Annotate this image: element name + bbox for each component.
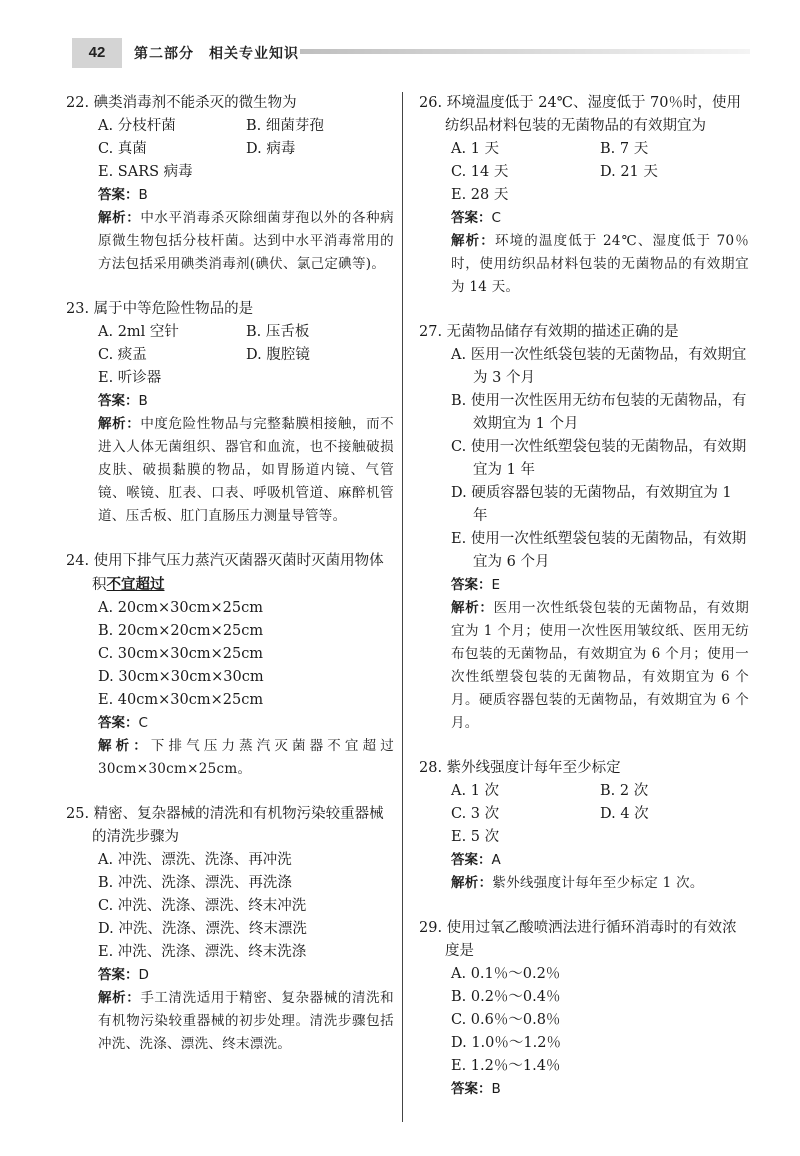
question-stem: 29. 使用过氧乙酸喷洒法进行循环消毒时的有效浓度是 xyxy=(419,920,737,959)
option-a: A. 1 天 xyxy=(451,141,500,157)
option-d: D. 4 次 xyxy=(600,806,649,822)
header-rule xyxy=(300,49,750,54)
answer-label: 答案： xyxy=(451,577,492,593)
option-a: A. 冲洗、漂洗、洗涤、再冲洗 xyxy=(98,852,292,868)
left-column xyxy=(66,92,394,1078)
options xyxy=(419,138,749,207)
page-number: 42 xyxy=(88,44,106,61)
analysis xyxy=(66,987,394,1056)
option-d: D. 1.0％～1.2％ xyxy=(451,1035,561,1051)
option-c: C. 3 次 xyxy=(451,806,500,822)
question-stem: 22. 碘类消毒剂不能杀灭的微生物为 xyxy=(66,95,297,111)
question-stem: 26. 环境温度低于 24℃、湿度低于 70％时，使用纺织品材料包装的无菌物品的有效期宜为 xyxy=(419,95,742,134)
answer-value: A xyxy=(491,852,501,868)
analysis-text: 中水平消毒杀灭除细菌芽孢以外的各种病原微生物包括分枝杆菌。达到中水平消毒常用的方法包括采用碘类消毒剂(碘伏、氯己定碘等)。 xyxy=(98,210,394,272)
option-b: B. 细菌芽孢 xyxy=(246,118,324,134)
answer-line xyxy=(66,390,394,413)
analysis-text: 中度危险性物品与完整黏膜相接触，而不进入人体无菌组织、器官和血流，也不接触破损皮肤、破损黏膜的物品，如胃肠道内镜、气管镜、喉镜、肛表、口表、呼吸机管道、麻醉机管道、压舌板、肛门直肠压力测量导管等。 xyxy=(98,416,394,524)
answer-value: B xyxy=(491,1081,501,1097)
analysis-label: 解析： xyxy=(451,600,494,616)
option-e: E. SARS 病毒 xyxy=(98,164,193,180)
options xyxy=(66,115,394,184)
question-stem: 27. 无菌物品储存有效期的描述正确的是 xyxy=(419,324,679,340)
analysis xyxy=(66,735,394,781)
option-b: B. 7 天 xyxy=(600,141,649,157)
analysis-text: 紫外线强度计每年至少标定 1 次。 xyxy=(492,875,704,891)
answer-label: 答案： xyxy=(98,393,139,409)
option-d: D. 病毒 xyxy=(246,141,296,157)
question-24 xyxy=(66,550,394,781)
option-c: C. 真菌 xyxy=(98,141,147,157)
option-e: E. 40cm×30cm×25cm xyxy=(98,692,264,708)
option-a: A. 2ml 空针 xyxy=(98,324,179,340)
analysis-label: 解析： xyxy=(98,210,141,226)
answer-value: C xyxy=(491,210,501,226)
answer-label: 答案： xyxy=(98,715,139,731)
question-25 xyxy=(66,803,394,1056)
answer-line xyxy=(419,849,749,872)
options xyxy=(419,963,749,1078)
question-stem: 23. 属于中等危险性物品的是 xyxy=(66,301,254,317)
option-a: A. 0.1％～0.2％ xyxy=(451,966,561,982)
answer-label: 答案： xyxy=(98,187,139,203)
option-b: B. 2 次 xyxy=(600,783,649,799)
column-divider xyxy=(402,92,403,1122)
right-column xyxy=(419,92,749,1123)
analysis-label: 解析： xyxy=(98,416,141,432)
question-stem xyxy=(66,550,394,597)
question-27 xyxy=(419,321,749,735)
question-29 xyxy=(419,917,749,1101)
option-e: E. 冲洗、洗涤、漂洗、终末洗涤 xyxy=(98,944,307,960)
answer-value: C xyxy=(138,715,148,731)
option-e: E. 5 次 xyxy=(451,829,500,845)
answer-line xyxy=(66,184,394,207)
analysis xyxy=(419,230,749,299)
option-e: E. 28 天 xyxy=(451,187,509,203)
stem-text: 24. 使用下排气压力蒸汽灭菌器灭菌时灭菌用物体积 xyxy=(66,553,384,593)
analysis xyxy=(419,872,749,895)
answer-line xyxy=(419,1078,749,1101)
option-b: B. 冲洗、洗涤、漂洗、再洗涤 xyxy=(98,875,292,891)
analysis xyxy=(419,597,749,735)
option-a: A. 医用一次性纸袋包装的无菌物品，有效期宜为 3 个月 xyxy=(451,347,747,386)
answer-line xyxy=(419,574,749,597)
option-b: B. 0.2％～0.4％ xyxy=(451,989,561,1005)
answer-label: 答案： xyxy=(451,210,492,226)
option-d: D. 30cm×30cm×30cm xyxy=(98,669,264,685)
answer-label: 答案： xyxy=(451,852,492,868)
analysis-label: 解析： xyxy=(451,875,493,891)
option-e: E. 听诊器 xyxy=(98,370,162,386)
option-e: E. 使用一次性纸塑袋包装的无菌物品，有效期宜为 6 个月 xyxy=(451,531,747,570)
option-e: E. 1.2％～1.4％ xyxy=(451,1058,561,1074)
option-a: A. 1 次 xyxy=(451,783,500,799)
option-c: C. 14 天 xyxy=(451,164,509,180)
analysis-label: 解析： xyxy=(98,738,151,754)
options xyxy=(419,344,749,574)
option-a: A. 20cm×30cm×25cm xyxy=(98,600,263,616)
question-23 xyxy=(66,298,394,528)
answer-line xyxy=(66,712,394,735)
analysis-text: 手工清洗适用于精密、复杂器械的清洗和有机物污染较重器械的初步处理。清洗步骤包括冲洗、洗涤、漂洗、终末漂洗。 xyxy=(98,990,394,1052)
question-28 xyxy=(419,757,749,895)
option-d: D. 冲洗、洗涤、漂洗、终末漂洗 xyxy=(98,921,307,937)
analysis xyxy=(66,413,394,528)
option-c: C. 使用一次性纸塑袋包装的无菌物品，有效期宜为 1 年 xyxy=(451,439,747,478)
answer-line xyxy=(419,207,749,230)
option-a: A. 分枝杆菌 xyxy=(98,118,176,134)
option-d: D. 硬质容器包装的无菌物品，有效期宜为 1 年 xyxy=(451,485,732,524)
question-22 xyxy=(66,92,394,276)
option-c: C. 痰盂 xyxy=(98,347,147,363)
option-c: C. 0.6％～0.8％ xyxy=(451,1012,561,1028)
answer-value: D xyxy=(138,967,149,983)
answer-value: B xyxy=(138,393,148,409)
question-stem: 25. 精密、复杂器械的清洗和有机物污染较重器械的清洗步骤为 xyxy=(66,806,384,845)
analysis-label: 解析： xyxy=(451,233,495,249)
answer-value: E xyxy=(491,577,501,593)
option-b: B. 使用一次性医用无纺布包装的无菌物品，有效期宜为 1 个月 xyxy=(451,393,747,432)
analysis-text: 环境的温度低于 24℃、湿度低于 70％时，使用纺织品材料包装的无菌物品的有效期宜为 14 天。 xyxy=(451,233,749,295)
analysis-label: 解析： xyxy=(98,990,141,1006)
option-c: C. 冲洗、洗涤、漂洗、终末冲洗 xyxy=(98,898,307,914)
stem-emphasis: 不宜超过 xyxy=(106,576,165,593)
question-stem: 28. 紫外线强度计每年至少标定 xyxy=(419,760,621,776)
option-d: D. 21 天 xyxy=(600,164,658,180)
answer-label: 答案： xyxy=(98,967,139,983)
answer-label: 答案： xyxy=(451,1081,492,1097)
option-d: D. 腹腔镜 xyxy=(246,347,310,363)
option-b: B. 20cm×20cm×25cm xyxy=(98,623,264,639)
options xyxy=(66,597,394,712)
option-c: C. 30cm×30cm×25cm xyxy=(98,646,264,662)
options xyxy=(66,321,394,390)
answer-line xyxy=(66,964,394,987)
options xyxy=(66,849,394,964)
answer-value: B xyxy=(138,187,148,203)
analysis-text: 医用一次性纸袋包装的无菌物品，有效期宜为 1 个月；使用一次性医用皱纹纸、医用无纺布包装的无菌物品，有效期宜为 6 个月；使用一次性纸塑袋包装的无菌物品，有效期宜为 6 个月。硬质容器包装的无菌物品，有效期宜为 6 个月。 xyxy=(451,600,749,731)
section-title: 第二部分 相关专业知识 xyxy=(134,46,299,62)
options xyxy=(419,780,749,849)
option-b: B. 压舌板 xyxy=(246,324,310,340)
analysis xyxy=(66,207,394,276)
analysis-text: 下排气压力蒸汽灭菌器不宜超过30cm×30cm×25cm。 xyxy=(98,738,395,777)
question-26 xyxy=(419,92,749,299)
